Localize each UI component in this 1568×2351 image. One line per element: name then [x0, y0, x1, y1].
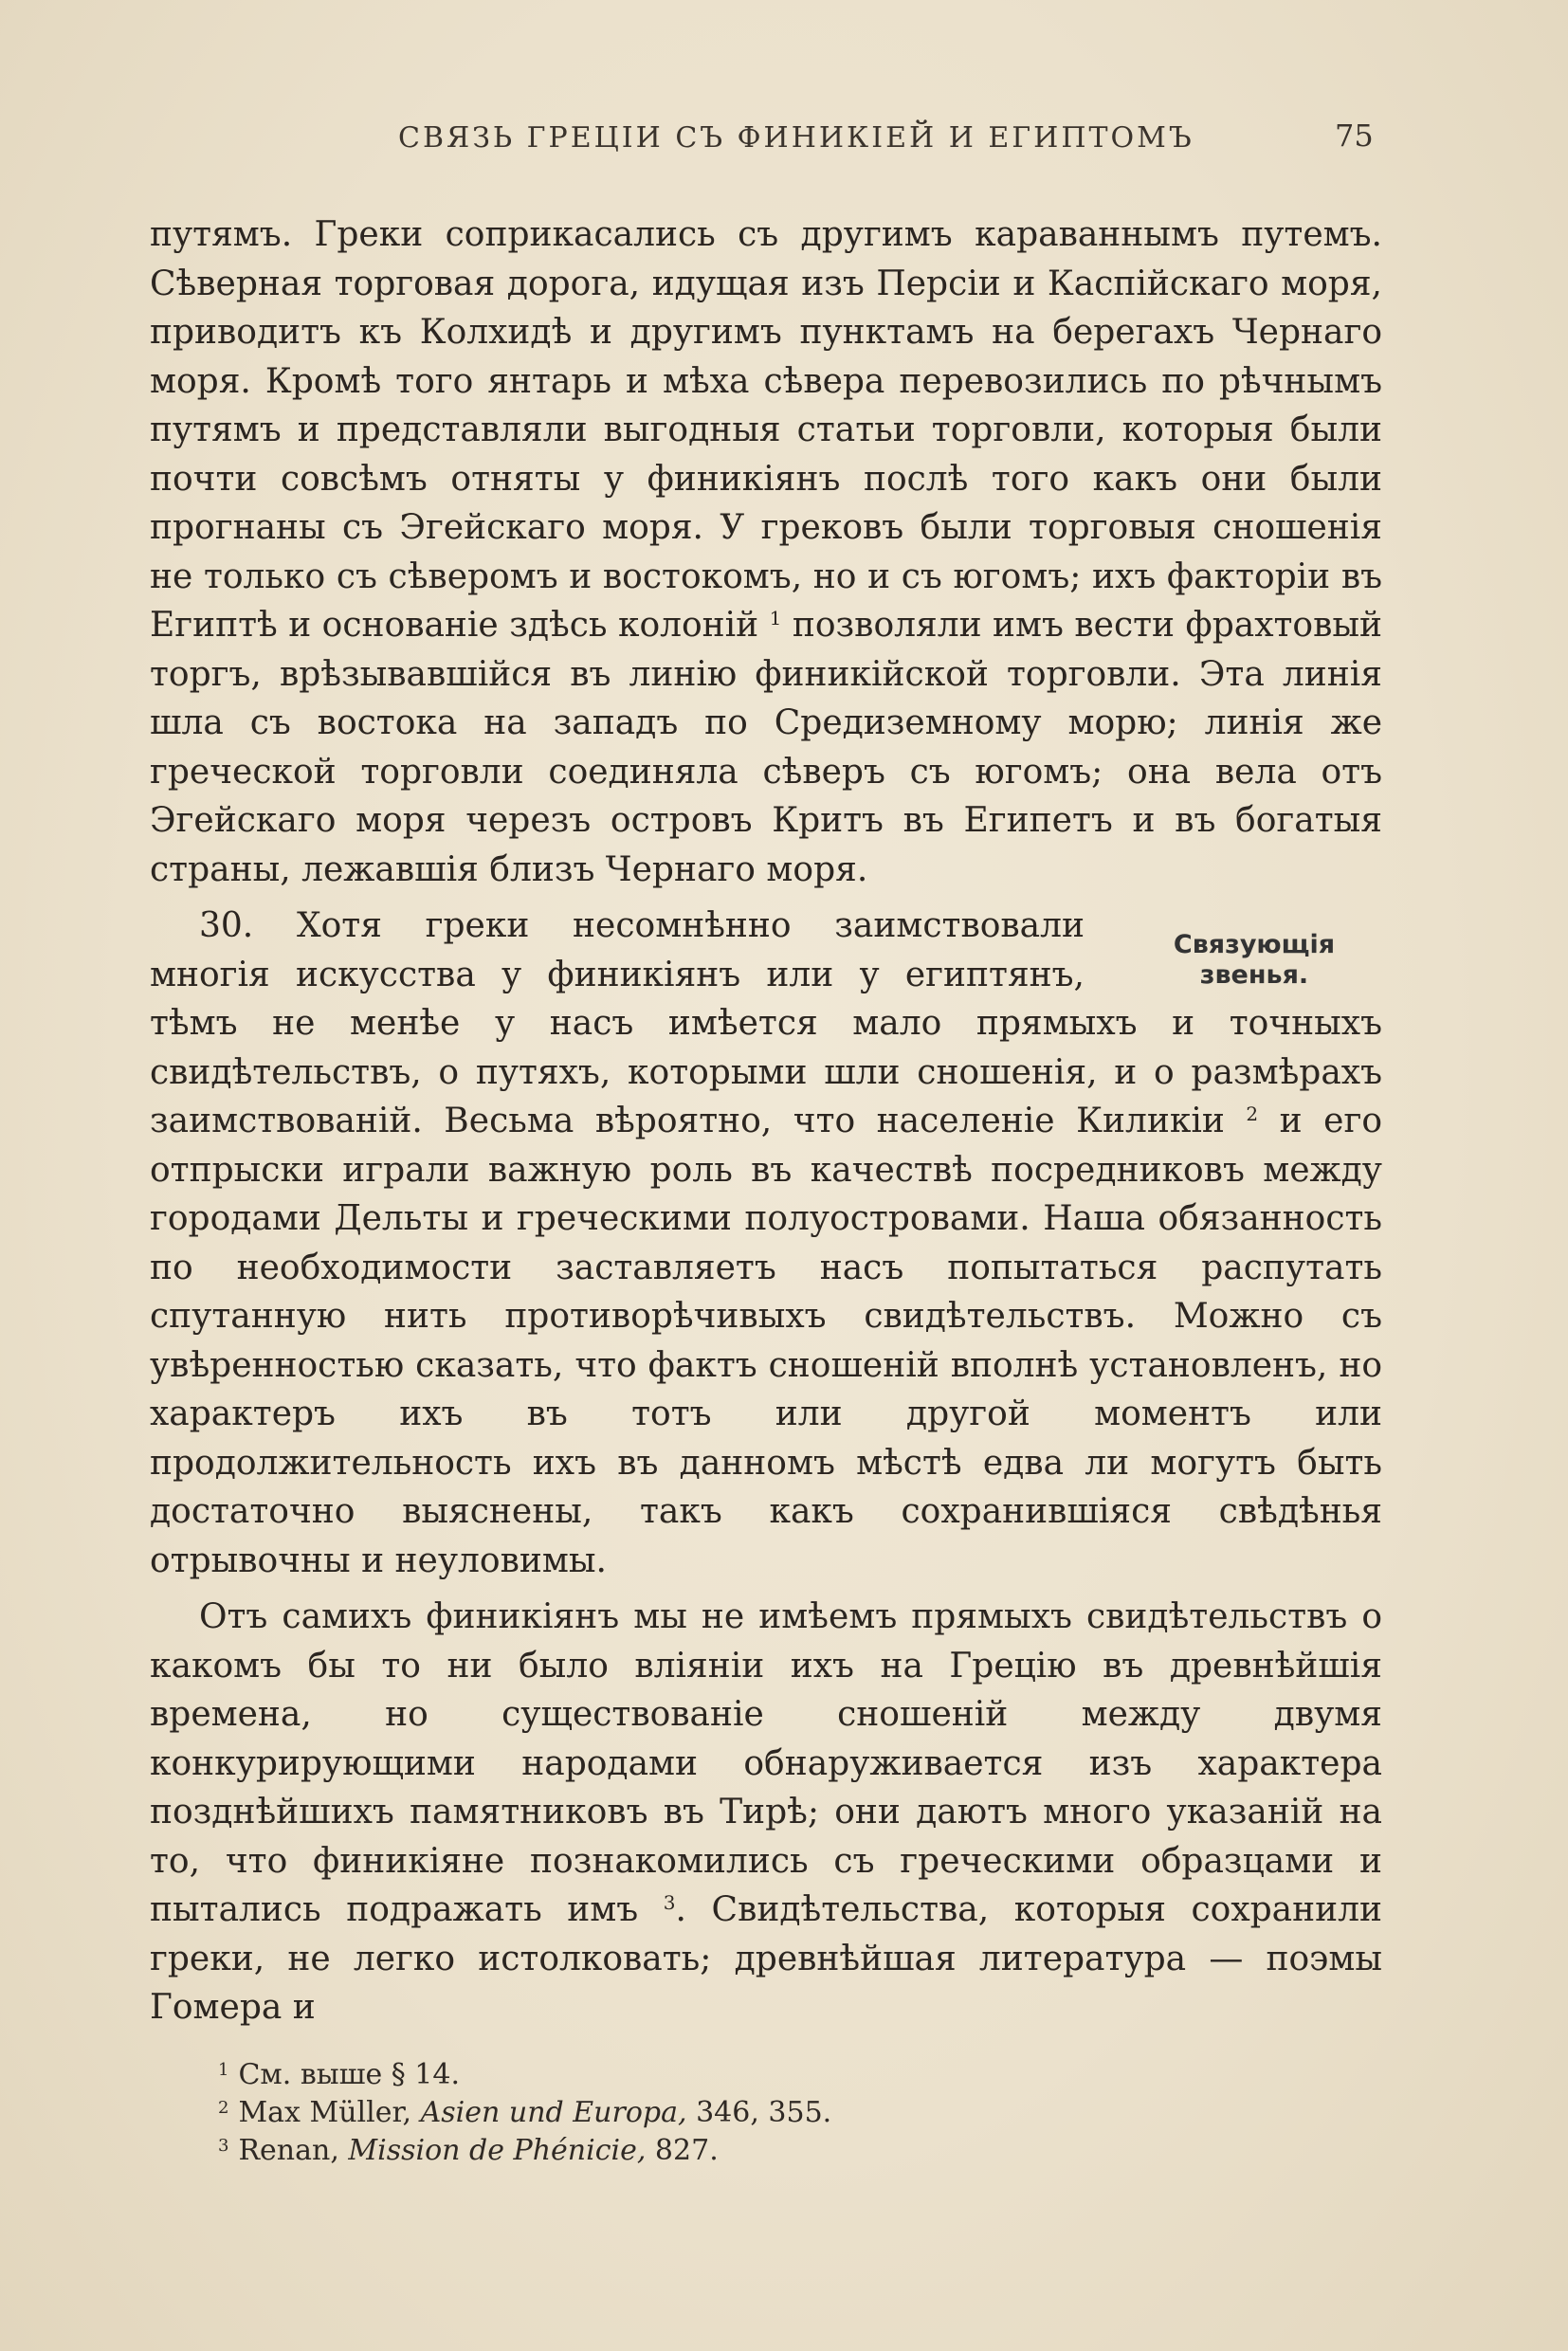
footnotes [218, 2053, 1308, 2167]
footnote-italic-title: Mission de Phénicie, [348, 2134, 647, 2167]
footnote-mark: 1 [218, 2060, 229, 2080]
paragraph-text: позволяли имъ вести фрахтовый торгъ, врѣзывавшійся въ линію финикійской торговли. Эта линія шла съ востока на западъ по Средиземному морю; линія же греческой торговли соединяла сѣверъ съ югомъ; она вела отъ Эгейскаго моря черезъ островъ Критъ въ Египетъ и въ богатыя страны, лежавшія близъ Чернаго моря. [150, 606, 1383, 889]
margin-note-line-2: звенья. [1199, 960, 1309, 990]
margin-note [1126, 930, 1382, 991]
paragraph-2 [150, 902, 1382, 1585]
footnote-text: См. выше § 14. [238, 2058, 461, 2091]
footnote-italic-title: Asien und Europa, [420, 2096, 687, 2129]
paragraph-text: путямъ. Греки соприкасались съ другимъ караваннымъ путемъ. Сѣверная торговая дорога, идущая изъ Персіи и Каспійскаго моря, приводитъ къ Колхидѣ и другимъ пунктамъ на берегахъ Чернаго моря. Кромѣ того янтарь и мѣха сѣвера перевозились по рѣчнымъ путямъ и представляли выгодныя статьи торговли, которыя были почти совсѣмъ отняты у финикіянъ послѣ того какъ они были прогнаны съ Эгейскаго моря. У грековъ были торговыя сношенія не только съ сѣверомъ и востокомъ, но и съ югомъ; ихъ факторіи въ Египтѣ и основаніе здѣсь колоній [150, 215, 1382, 645]
paragraph-text: 30. Хотя греки несомнѣнно заимствовали многія искусства у финикіянъ или у египтянъ, тѣмъ не менѣе у насъ имѣется мало прямыхъ и точныхъ свидѣтельствъ, о путяхъ, которыми шли сношенія, и о размѣрахъ заимствованій. Весьма вѣроятно, что населеніе Киликіи [150, 906, 1382, 1140]
paragraph-3 [150, 1593, 1382, 2032]
footnote-2 [218, 2091, 1308, 2129]
paragraph-text: и его отпрыски играли важную роль въ качествѣ посредниковъ между городами Дельты и греческими полуостровами. Наша обязанность по необходимости заставляетъ насъ попытаться распутать спутанную нить противорѣчивыхъ свидѣтельствъ. Можно съ увѣренностью сказать, что фактъ сношеній вполнѣ установленъ, но характеръ ихъ въ тотъ или другой моментъ или продолжительность ихъ въ данномъ мѣстѣ едва ли могутъ быть достаточно выяснены, такъ какъ сохранившіяся свѣдѣнья отрывочны и неуловимы. [150, 1102, 1382, 1580]
footnote-ref-1: 1 [769, 607, 782, 629]
margin-note-line-1: Связующія [1173, 930, 1336, 959]
footnote-mark: 2 [218, 2098, 229, 2118]
paragraph-1 [150, 210, 1382, 894]
footnote-ref-2: 2 [1246, 1103, 1259, 1125]
page-number: 75 [1335, 118, 1374, 154]
footnote-mark: 3 [218, 2136, 229, 2156]
footnote-pages: 346, 355. [686, 2096, 832, 2129]
running-title: СВЯЗЬ ГРЕЦІИ СЪ ФИНИКІЕЙ И ЕГИПТОМЪ [398, 121, 1194, 155]
footnote-ref-3: 3 [663, 1891, 676, 1914]
footnote-pages: 827. [646, 2134, 719, 2167]
body-text [150, 210, 1382, 2032]
footnote-3 [218, 2129, 1308, 2167]
footnote-1 [218, 2053, 1308, 2091]
footnote-text: Renan, [238, 2134, 349, 2167]
footnote-text: Max Müller, [238, 2096, 421, 2129]
paragraph-text: Отъ самихъ финикіянъ мы не имѣемъ прямыхъ свидѣтельствъ о какомъ бы то ни было вліяніи ихъ на Грецію въ древнѣйшія времена, но существованіе сношеній между двумя конкурирующими народами обнаруживается изъ характера позднѣйшихъ памятниковъ въ Тирѣ; они даютъ много указаній на то, что финикіяне познакомились съ греческими образцами и пытались подражать имъ [150, 1597, 1382, 1929]
paragraph-text: . Свидѣтельства, которыя сохранили греки, не легко истолковать; древнѣйшая литература — поэмы Гомера и [150, 1890, 1382, 2027]
